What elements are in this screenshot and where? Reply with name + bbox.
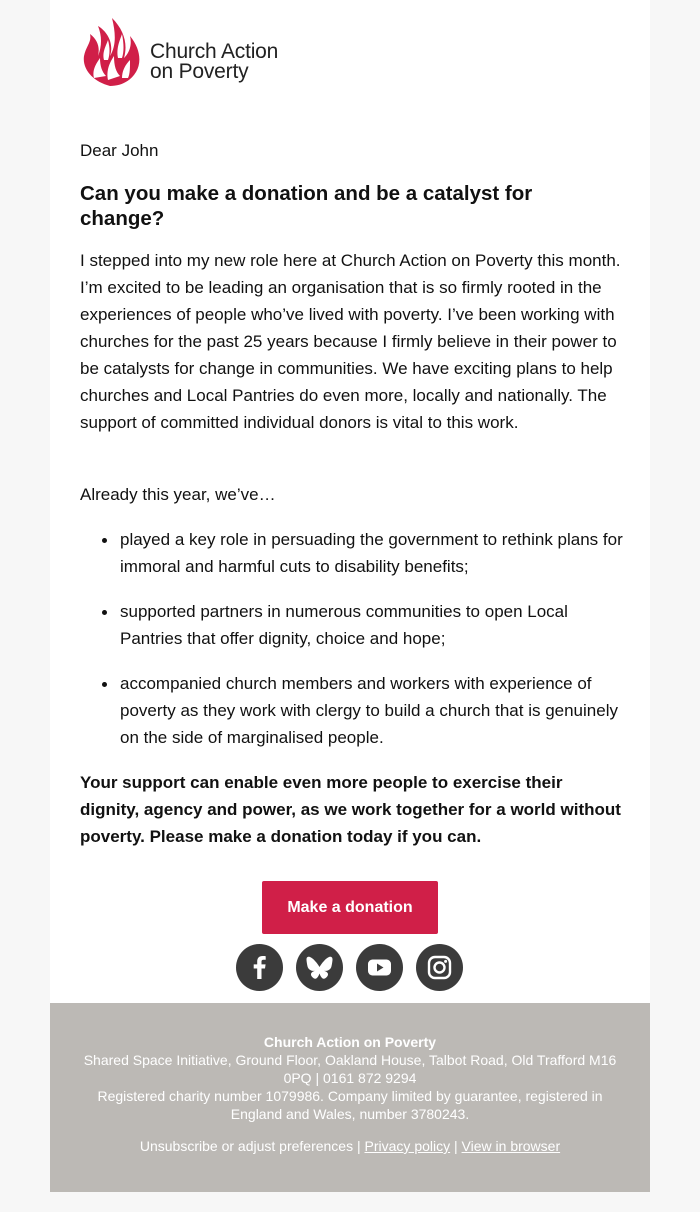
- list-item-text: accompanied church members and workers with experience of poverty as they work with clergy to build a church that is genuinely on the side of marginalised people.: [120, 674, 618, 747]
- social-links: [236, 944, 466, 992]
- closing-appeal: Your support can enable even more people to exercise their dignity, agency and power, as we work together for a world without poverty. Please make a donation today if you can.: [80, 773, 621, 846]
- list-item: [80, 670, 625, 751]
- bullet-dot: [102, 610, 107, 615]
- list-item: [80, 526, 625, 580]
- link-separator: |: [450, 1138, 462, 1154]
- list-item: [80, 598, 625, 652]
- brand-logo[interactable]: [80, 16, 310, 88]
- instagram-icon: [416, 944, 463, 991]
- youtube-link[interactable]: [356, 944, 403, 991]
- brand-name-line1: Church Action: [150, 40, 279, 63]
- flame-icon: [80, 16, 148, 88]
- list-item-text: played a key role in persuading the government to rethink plans for immoral and harmful cuts to disability benefits;: [120, 530, 623, 576]
- bluesky-icon: [296, 944, 343, 991]
- footer-registration: Registered charity number 1079986. Company limited by guarantee, registered in England and Wales, number 3780243.: [97, 1088, 603, 1122]
- facebook-icon: [236, 944, 283, 991]
- headline: Can you make a donation and be a catalyst for change?: [80, 182, 533, 230]
- bluesky-link[interactable]: [296, 944, 343, 991]
- brand-name-line2: on Poverty: [150, 60, 249, 83]
- intro-paragraph: I stepped into my new role here at Church Action on Poverty this month. I’m excited to be leading an organisation that is so firmly rooted in the experiences of people who’ve lived with poverty. I’ve been working with churches for the past 25 years because I firmly believe in their power to be catalysts for change in communities. We have exciting plans to help churches and Local Pantries do even more, locally and nationally. The support of committed individual donors is vital to this work.: [80, 251, 621, 432]
- greeting: Dear John: [80, 141, 159, 160]
- view-in-browser-link[interactable]: View in browser: [461, 1138, 561, 1154]
- donate-button[interactable]: Make a donation: [262, 881, 438, 934]
- unsubscribe-text[interactable]: Unsubscribe or adjust preferences: [139, 1138, 354, 1154]
- instagram-link[interactable]: [416, 944, 463, 991]
- achievements-intro: Already this year, we’ve…: [80, 485, 276, 504]
- list-item-text: supported partners in numerous communities to open Local Pantries that offer dignity, choice and hope;: [120, 602, 568, 648]
- achievements-list: [80, 526, 625, 769]
- bullet-dot: [102, 682, 107, 687]
- link-separator: |: [353, 1138, 365, 1154]
- privacy-policy-link[interactable]: Privacy policy: [364, 1138, 451, 1154]
- email-footer: [50, 1003, 650, 1192]
- youtube-icon: [356, 944, 403, 991]
- footer-org-name: Church Action on Poverty: [263, 1034, 437, 1050]
- bullet-dot: [102, 538, 107, 543]
- email-container: [50, 0, 650, 1192]
- footer-address: Shared Space Initiative, Ground Floor, Oakland House, Talbot Road, Old Trafford M16 0PQ | 0161 872 9294: [83, 1052, 617, 1086]
- footer-links: [50, 1137, 650, 1155]
- brand-name: [150, 42, 278, 82]
- facebook-link[interactable]: [236, 944, 283, 991]
